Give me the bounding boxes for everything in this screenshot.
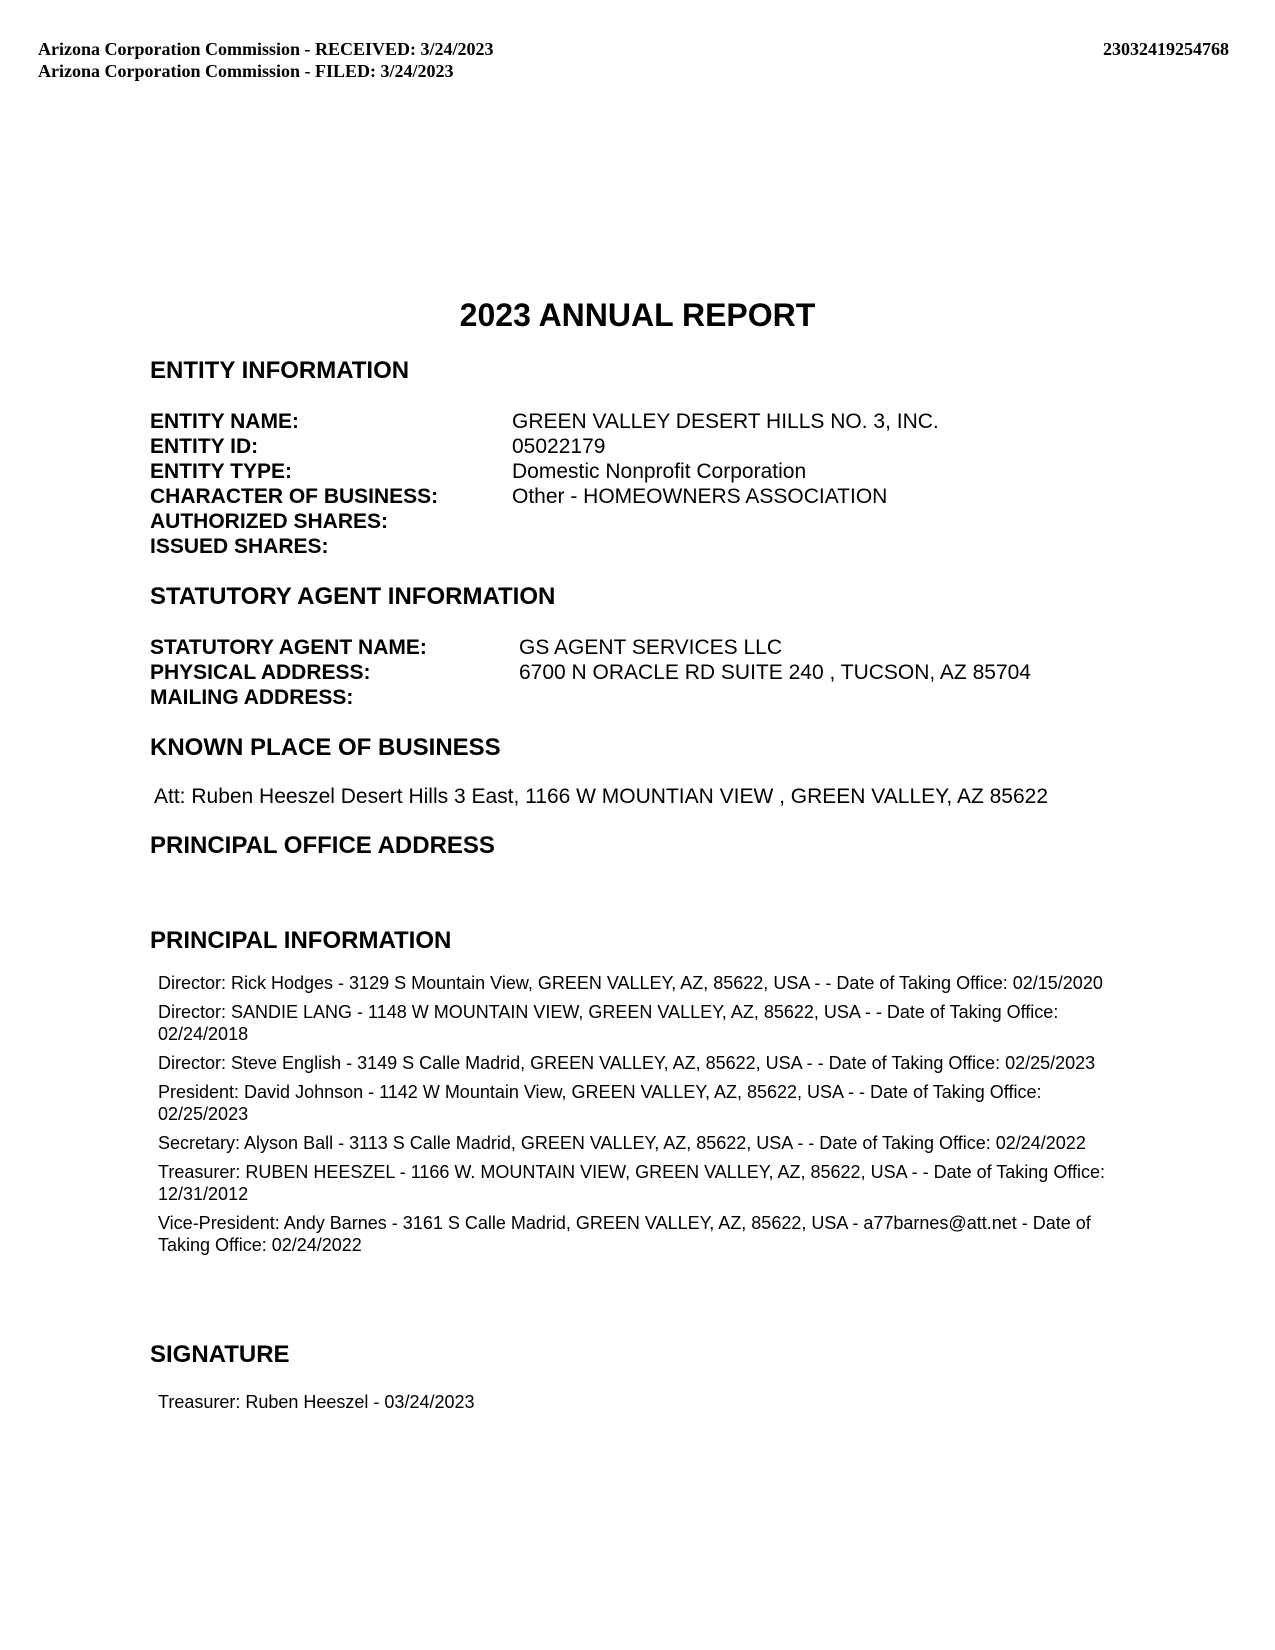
principal-entry: Director: Steve English - 3149 S Calle Madrid, GREEN VALLEY, AZ, 85622, USA - - Date of Taking Office: 02/25/2023 (158, 1053, 1096, 1073)
character-of-business-label: CHARACTER OF BUSINESS: (150, 485, 439, 508)
principal-entry: Secretary: Alyson Ball - 3113 S Calle Madrid, GREEN VALLEY, AZ, 85622, USA - - Date of Taking Office: 02/24/2022 (158, 1133, 1086, 1153)
principal-entry: Vice-President: Andy Barnes - 3161 S Calle Madrid, GREEN VALLEY, AZ, 85622, USA - a77barnes@att.net - Date of Taking Office: 02/24/2022 (158, 1213, 1091, 1255)
authorized-shares-label: AUTHORIZED SHARES: (150, 510, 389, 533)
principal-entry: President: David Johnson - 1142 W Mountain View, GREEN VALLEY, AZ, 85622, USA - - Date of Taking Office: 02/25/2023 (158, 1082, 1042, 1124)
known-place-of-business-heading: KNOWN PLACE OF BUSINESS (150, 734, 501, 761)
entity-type-label: ENTITY TYPE: (150, 460, 292, 483)
filed-stamp: Arizona Corporation Commission - FILED: 3/24/2023 (38, 61, 454, 81)
physical-address-label: PHYSICAL ADDRESS: (150, 661, 371, 684)
received-stamp: Arizona Corporation Commission - RECEIVED: 3/24/2023 (38, 39, 494, 59)
statutory-agent-heading: STATUTORY AGENT INFORMATION (150, 583, 556, 610)
entity-id-value: 05022179 (512, 435, 606, 458)
principal-entry: Director: Rick Hodges - 3129 S Mountain View, GREEN VALLEY, AZ, 85622, USA - - Date of Taking Office: 02/15/2020 (158, 973, 1103, 993)
entity-information-heading: ENTITY INFORMATION (150, 357, 410, 384)
principal-entry: Director: SANDIE LANG - 1148 W MOUNTAIN VIEW, GREEN VALLEY, AZ, 85622, USA - - Date of Taking Office: 02/24/2018 (158, 1002, 1059, 1044)
principal-information-heading: PRINCIPAL INFORMATION (150, 927, 452, 954)
entity-id-label: ENTITY ID: (150, 435, 259, 458)
entity-type-value: Domestic Nonprofit Corporation (512, 460, 807, 483)
mailing-address-label: MAILING ADDRESS: (150, 686, 354, 709)
entity-name-value: GREEN VALLEY DESERT HILLS NO. 3, INC. (512, 410, 939, 433)
known-place-of-business-address: Att: Ruben Heeszel Desert Hills 3 East, 1166 W MOUNTIAN VIEW , GREEN VALLEY, AZ 85622 (154, 785, 1049, 808)
principal-office-heading: PRINCIPAL OFFICE ADDRESS (150, 832, 495, 859)
document-number: 23032419254768 (1103, 39, 1229, 59)
signature-heading: SIGNATURE (150, 1341, 290, 1368)
statutory-agent-name-label: STATUTORY AGENT NAME: (150, 636, 427, 659)
statutory-agent-name-value: GS AGENT SERVICES LLC (519, 636, 782, 659)
character-of-business-value: Other - HOMEOWNERS ASSOCIATION (512, 485, 888, 508)
signature-line: Treasurer: Ruben Heeszel - 03/24/2023 (158, 1392, 475, 1412)
issued-shares-label: ISSUED SHARES: (150, 535, 329, 558)
principal-entry: Treasurer: RUBEN HEESZEL - 1166 W. MOUNTAIN VIEW, GREEN VALLEY, AZ, 85622, USA - - Date of Taking Office: 12/31/2012 (158, 1162, 1106, 1204)
page-title: 2023 ANNUAL REPORT (459, 297, 816, 333)
entity-name-label: ENTITY NAME: (150, 410, 299, 433)
physical-address-value: 6700 N ORACLE RD SUITE 240 , TUCSON, AZ 85704 (519, 661, 1031, 684)
principal-list (158, 972, 1118, 1263)
